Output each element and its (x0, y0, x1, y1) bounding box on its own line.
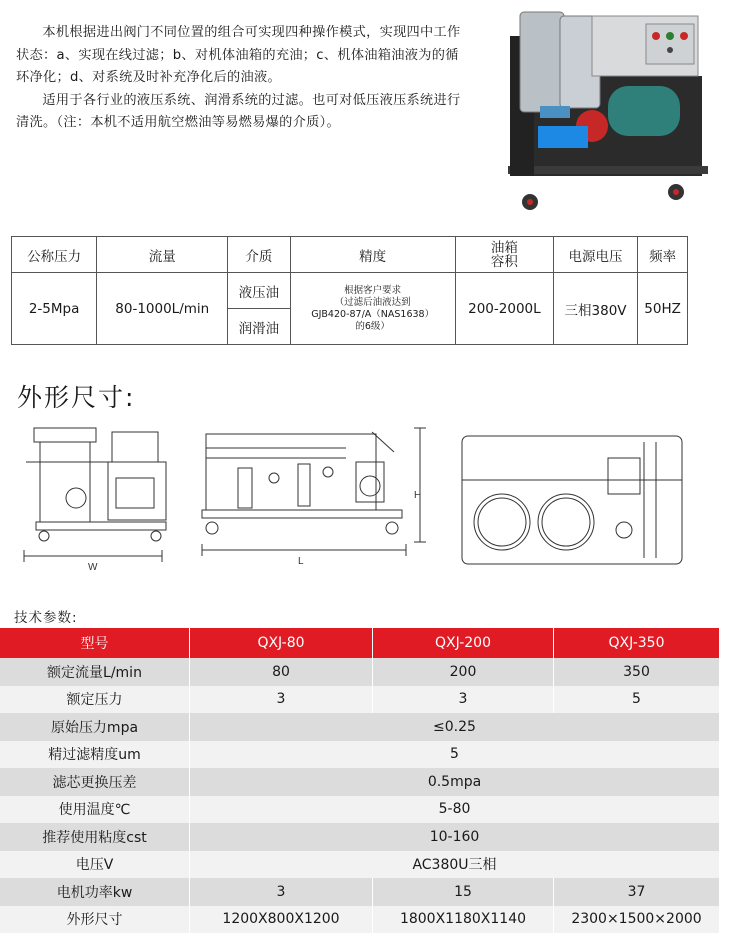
params-row (0, 768, 720, 796)
intro-paragraph-1: 本机根据进出阀门不同位置的组合可实现四种操作模式，实现四中工作状态：a、实现在线过滤；b、对机体油箱的充油；c、机体油箱油液为的循环净化；d、对系统及时补充净化后的油液。 (16, 25, 461, 86)
spec-precision-line: 根据客户要求 (344, 284, 402, 296)
dimension-drawings (16, 418, 706, 578)
spec-header-freq: 频率 (638, 237, 688, 273)
params-header-model-2: QXJ-200 (373, 628, 554, 658)
spec-freq: 50HZ (638, 273, 688, 345)
intro-text (16, 22, 464, 135)
params-cell-merged: 5 (190, 741, 720, 769)
params-cell: 37 (554, 878, 720, 906)
params-cell-merged: 10-160 (190, 823, 720, 851)
spec-flow: 80-1000L/min (97, 273, 228, 345)
params-cell: 350 (554, 658, 720, 686)
spec-header-flow: 流量 (97, 237, 228, 273)
spec-medium-2: 润滑油 (228, 309, 290, 345)
spec-header-precision: 精度 (290, 237, 455, 273)
height-label: H (414, 490, 422, 501)
params-cell: 200 (373, 658, 554, 686)
spec-header-medium: 介质 (228, 237, 290, 273)
spec-tank: 200-2000L (455, 273, 553, 345)
params-row-label: 精过滤精度um (0, 741, 190, 769)
drawing-top-view (462, 436, 682, 564)
params-cell-merged: 5-80 (190, 796, 720, 824)
spec-table (11, 236, 688, 345)
params-row-label: 额定流量L/min (0, 658, 190, 686)
spec-precision (290, 273, 455, 345)
params-row (0, 906, 720, 934)
params-cell-merged: ≤0.25 (190, 713, 720, 741)
params-label: 技术参数: (14, 610, 78, 626)
params-row-label: 额定压力 (0, 686, 190, 714)
params-row (0, 823, 720, 851)
params-row (0, 851, 720, 879)
spec-header-tank-text: 油箱容积 (490, 239, 518, 270)
params-header-model-3: QXJ-350 (554, 628, 720, 658)
spec-medium-1: 液压油 (228, 273, 290, 309)
params-row-label: 推荐使用粘度cst (0, 823, 190, 851)
spec-header-voltage: 电源电压 (553, 237, 637, 273)
params-table (0, 628, 720, 933)
params-row (0, 796, 720, 824)
params-cell-merged: 0.5mpa (190, 768, 720, 796)
params-cell: 1200X800X1200 (190, 906, 373, 934)
params-cell: 3 (373, 686, 554, 714)
params-cell: 2300×1500×2000 (554, 906, 720, 934)
dimensions-title: 外形尺寸: (17, 383, 136, 412)
params-row-label: 滤芯更换压差 (0, 768, 190, 796)
width-label: W (88, 562, 98, 573)
params-row-label: 电压V (0, 851, 190, 879)
params-row (0, 713, 720, 741)
length-label: L (298, 556, 304, 567)
spec-header-pressure: 公称压力 (12, 237, 97, 273)
drawing-front-view (202, 428, 426, 556)
params-cell-merged: AC380U三相 (190, 851, 720, 879)
spec-voltage: 三相380V (553, 273, 637, 345)
params-cell: 15 (373, 878, 554, 906)
machine-photo (500, 6, 716, 216)
params-row-label: 使用温度℃ (0, 796, 190, 824)
params-row-label: 电机功率kw (0, 878, 190, 906)
params-row (0, 658, 720, 686)
spec-pressure: 2-5Mpa (12, 273, 97, 345)
params-row-label: 原始压力mpa (0, 713, 190, 741)
intro-paragraph-2: 适用于各行业的液压系统、润滑系统的过滤。也可对低压液压系统进行清洗。（注：本机不适用航空燃油等易燃易爆的介质）。 (16, 92, 461, 131)
params-header-model: 型号 (0, 628, 190, 658)
spec-precision-line: （过滤后油液达到 (334, 296, 411, 308)
params-cell: 1800X1180X1140 (373, 906, 554, 934)
params-cell: 80 (190, 658, 373, 686)
params-header-model-1: QXJ-80 (190, 628, 373, 658)
spec-precision-line: GJB420-87/A（NAS1638） (311, 308, 435, 320)
params-cell: 3 (190, 878, 373, 906)
spec-header-tank (455, 237, 553, 273)
drawing-side-view (24, 428, 166, 562)
params-cell: 5 (554, 686, 720, 714)
params-row (0, 686, 720, 714)
params-row (0, 741, 720, 769)
spec-precision-line: 的6级） (355, 320, 390, 332)
params-cell: 3 (190, 686, 373, 714)
params-row (0, 878, 720, 906)
params-row-label: 外形尺寸 (0, 906, 190, 934)
